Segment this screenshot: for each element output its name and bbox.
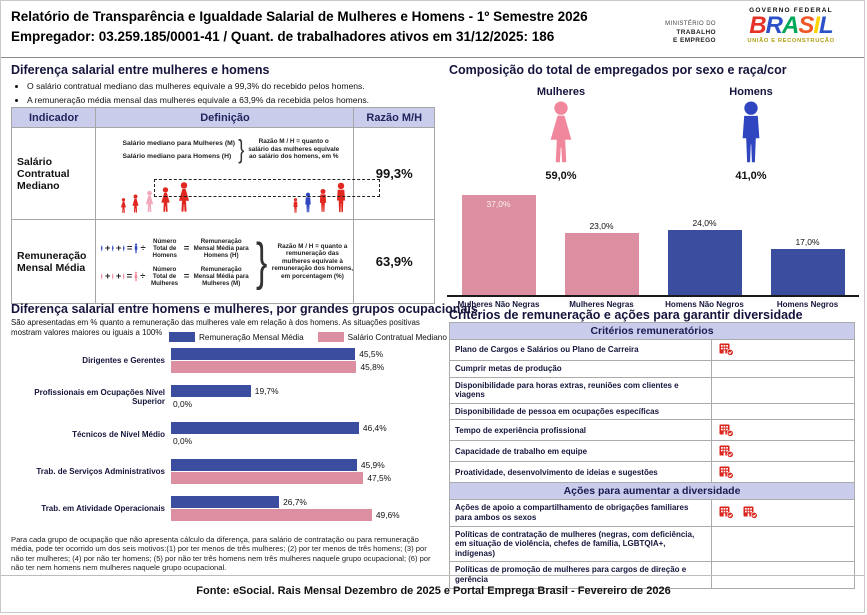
composition-bar-chart — [447, 187, 859, 297]
bar-mean — [171, 385, 251, 397]
men-result-text: Remuneração Mensal Média para Homens (H) — [193, 237, 249, 259]
brand-letter: L — [819, 12, 833, 39]
criteria-markers — [712, 361, 855, 378]
indicator-median-salary: Salário Contratual Mediano — [12, 128, 96, 220]
gap-col-indicator: Indicador — [12, 108, 96, 128]
legend-label-median: Salário Contratual Mediano — [347, 332, 447, 342]
occupation-category-label: Profissionais em Ocupações Nível Superior — [34, 388, 165, 406]
gap-col-definition: Definição — [96, 108, 354, 128]
bar-value: 45,5% — [359, 348, 384, 359]
criteria-markers — [712, 377, 855, 403]
gap-bullet-2: • A remuneração média mensal das mulheres equivale a 63,9% da recebida pelos homens. — [27, 95, 437, 105]
criteria-row: Cumprir metas de produção — [450, 361, 855, 378]
occupation-category-label: Dirigentes e Gerentes — [82, 355, 165, 365]
category-label: Homens Não Negros — [665, 300, 744, 309]
men-average-formula: + + = ÷ Número Total de Homens = Remuneração Mensal Média para Homens (H) — [96, 234, 252, 262]
men-divisor-text: Número Total de Homens — [152, 237, 177, 259]
legend-swatch-pink — [318, 332, 344, 342]
criteria-row: Proatividade, desenvolvimento de ideias e sugestões — [450, 462, 855, 483]
gap-col-ratio: Razão M/H — [354, 108, 435, 128]
gov-logo-top-text: GOVERNO FEDERAL — [749, 7, 833, 14]
woman-icon — [542, 101, 580, 163]
brace-glyph: } — [238, 134, 245, 164]
bar-median — [171, 472, 363, 484]
person-icon — [111, 270, 114, 283]
brand-letter: A — [781, 12, 799, 39]
composition-bar-col — [447, 195, 550, 295]
person-icon — [111, 242, 114, 255]
occupation-group — [9, 384, 439, 410]
bar-mean — [171, 496, 279, 508]
composition-section-title: Composição do total de empregados por sexo e raça/cor — [449, 63, 787, 77]
criteria-section-title: Critérios de remuneração e ações para garantir diversidade — [449, 308, 803, 322]
building-check-icon — [719, 506, 734, 519]
brand-letter: S — [798, 12, 814, 39]
definition-mean-remuneration — [96, 220, 354, 304]
occupation-section-title: Diferença salarial entre homens e mulheres, por grandes grupos ocupacionais — [11, 302, 478, 316]
women-average-formula: + + = ÷ Número Total de Mulheres = Remuneração Mensal Média para Mulheres (M) — [96, 262, 252, 290]
criteria-row: Disponibilidade para horas extras, reuniões com clientes e viagens — [450, 377, 855, 403]
bar-median — [171, 509, 372, 521]
occupation-category-label: Trab. de Serviços Administrativos — [36, 466, 165, 476]
median-pictogram — [96, 165, 353, 217]
median-line-men: Salário mediano para Homens (H) — [122, 152, 232, 160]
gap-row-median-salary — [12, 128, 435, 220]
women-divisor-text: Número Total de Mulheres — [150, 265, 179, 287]
bar-value: 45,8% — [360, 361, 385, 372]
men-percentage: 41,0% — [735, 170, 767, 182]
category-label: Mulheres Negras — [569, 300, 634, 309]
bar-value: 0,0% — [173, 398, 193, 409]
person-icon — [122, 270, 125, 283]
definition-median-salary — [96, 128, 354, 220]
bar-value: 23,0% — [589, 220, 614, 231]
report-title: Relatório de Transparência e Igualdade Salarial de Mulheres e Homens - 1º Semestre 2026 — [11, 9, 588, 24]
criteria-row: Plano de Cargos e Salários ou Plano de Carreira — [450, 340, 855, 361]
criteria-markers — [712, 441, 855, 462]
occupation-group — [9, 421, 439, 447]
occupation-group — [9, 495, 439, 521]
ratio-median-salary: 99,3% — [354, 128, 435, 220]
gap-table-header-row — [12, 108, 435, 128]
occupation-subtitle: São apresentadas em % quanto a remuneração das mulheres vale em relação à dos homens. As situações positivas mostram valores maiores ou iguais a 100% — [11, 318, 420, 337]
occupation-legend — [169, 332, 447, 342]
median-dashed-box — [154, 179, 380, 197]
criteria-table — [449, 322, 855, 589]
person-icon — [130, 194, 141, 213]
mean-ratio-note: Razão M / H = quanto a remuneração das mulheres equivale à remuneração dos homens, em porcentagem (%) — [271, 242, 354, 280]
gap-section-title: Diferença salarial entre mulheres e homens — [11, 63, 270, 77]
bar-value: 37,0% — [486, 199, 511, 210]
gap-table — [11, 107, 435, 304]
men-label: Homens — [729, 86, 773, 98]
bar-women-black — [565, 233, 639, 295]
bar-value: 46,4% — [362, 422, 387, 433]
occupation-group — [9, 458, 439, 484]
gov-federal-logo — [732, 7, 850, 44]
employer-line: Empregador: 03.259.185/0001-41 / Quant. de trabalhadores ativos em 31/12/2025: 186 — [11, 29, 555, 44]
ministry-logo — [665, 21, 716, 46]
median-ratio-note: Razão M / H = quanto o salário das mulheres equivale ao salário dos homens, em % — [248, 138, 340, 161]
occupation-category-label: Trab. em Atividade Operacionais — [41, 503, 165, 513]
building-check-icon — [719, 466, 734, 479]
person-icon — [122, 242, 125, 255]
criteria-markers — [712, 526, 855, 562]
bar-mean — [171, 459, 357, 471]
brasil-wordmark — [732, 14, 850, 38]
person-icon — [119, 198, 128, 213]
composition-bar-col — [653, 218, 756, 295]
criteria-row: Ações de apoio a compartilhamento de obrigações familiares para ambos os sexos — [450, 500, 855, 526]
brand-letter: B — [749, 12, 766, 39]
bar-women-nonblack — [462, 195, 536, 295]
person-icon — [100, 242, 103, 255]
gov-logo-bottom-text: UNIÃO E RECONSTRUÇÃO — [747, 38, 835, 44]
person-icon-large — [133, 237, 139, 260]
indicator-mean-remuneration: Remuneração Mensal Média — [12, 220, 96, 304]
person-icon-large — [133, 265, 139, 288]
gap-bullets — [27, 81, 437, 109]
occupation-category-label: Técnicos de Nível Médio — [72, 429, 165, 439]
brand-letter: I — [813, 12, 820, 39]
building-check-icon — [719, 343, 734, 356]
bar-men-nonblack — [668, 230, 742, 295]
bar-value: 45,9% — [360, 459, 385, 470]
ratio-mean-remuneration: 63,9% — [354, 220, 435, 304]
composition-bar-col — [550, 221, 653, 295]
occupation-bar-chart — [9, 347, 439, 532]
bar-mean — [171, 422, 359, 434]
criteria-row: Capacidade de trabalho em equipe — [450, 441, 855, 462]
bar-value: 24,0% — [692, 218, 717, 229]
criteria-row: Tempo de experiência profissional — [450, 420, 855, 441]
bar-value: 19,7% — [254, 385, 279, 396]
criteria-row: Políticas de promoção de mulheres para cargos de direção e gerência — [450, 562, 855, 588]
brand-letter: R — [765, 12, 782, 39]
criteria-markers — [712, 500, 855, 526]
criteria-row: Políticas de contratação de mulheres (negras, com deficiência, em situação de violência, chefes de família, LGBTQIA+, indígenas) — [450, 526, 855, 562]
criteria-group2-header: Ações para aumentar a diversidade — [450, 483, 855, 500]
ministry-line2: TRABALHO — [676, 28, 716, 36]
median-line-women: Salário mediano para Mulheres (M) — [122, 139, 236, 147]
bar-men-black — [771, 249, 845, 295]
men-summary — [691, 86, 811, 182]
category-label: Mulheres Não Negras — [457, 300, 540, 309]
building-check-icon — [719, 424, 734, 437]
women-summary — [501, 86, 621, 182]
ministry-line3: E EMPREGO — [673, 37, 716, 44]
criteria-markers — [712, 462, 855, 483]
gap-bullet-1: • O salário contratual mediano das mulheres equivale a 99,3% do recebido pelos homens. — [27, 81, 437, 91]
bar-median — [171, 361, 356, 373]
category-label: Homens Negros — [776, 300, 839, 309]
bar-value: 17,0% — [795, 237, 820, 248]
occupation-group — [9, 347, 439, 373]
header-divider — [1, 57, 865, 58]
bar-value: 0,0% — [173, 435, 193, 446]
women-result-text: Remuneração Mensal Média para Mulheres (M) — [193, 265, 249, 287]
bar-value: 47,5% — [367, 472, 392, 483]
bar-value: 49,6% — [375, 509, 400, 520]
criteria-group1-header: Critérios remuneratórios — [450, 323, 855, 340]
occupation-footnote: Para cada grupo de ocupação que não apresenta cálculo da diferença, para salário de contratação ou para remuneração média, pode ter ocorrido um dos seis motivos:(1) por ter menos de três mulheres; (2) por ter menos de três homens; (3) por não ter mulheres; (4) por não ter homens; (5) por não ter três homens nem três mulheres naquele grupo ocupacional; (6) por não ter nem homens nem mulheres naquele grupo ocupacional. — [11, 535, 431, 573]
legend-swatch-blue — [169, 332, 195, 342]
footer-divider — [1, 575, 865, 576]
criteria-row: Disponibilidade de pessoa em ocupações específicas — [450, 403, 855, 420]
gap-row-mean-remuneration — [12, 220, 435, 304]
criteria-markers — [712, 420, 855, 441]
ministry-line1: MINISTÉRIO DO — [665, 21, 716, 27]
composition-bar-col — [756, 237, 859, 295]
man-icon — [732, 101, 770, 163]
building-check-icon — [743, 506, 758, 519]
women-label: Mulheres — [536, 86, 586, 98]
legend-label-mean: Remuneração Mensal Média — [199, 332, 304, 342]
criteria-markers — [712, 340, 855, 361]
source-footer: Fonte: eSocial. Rais Mensal Dezembro de 2025 e Portal Emprega Brasil - Fevereiro de 2026 — [196, 585, 671, 597]
bar-value: 26,7% — [283, 496, 307, 507]
person-icon — [100, 270, 103, 283]
women-percentage: 59,0% — [545, 170, 577, 182]
criteria-markers — [712, 403, 855, 420]
bar-mean — [171, 348, 355, 360]
person-icon — [291, 198, 300, 213]
brace-glyph: } — [256, 232, 268, 291]
building-check-icon — [719, 445, 734, 458]
